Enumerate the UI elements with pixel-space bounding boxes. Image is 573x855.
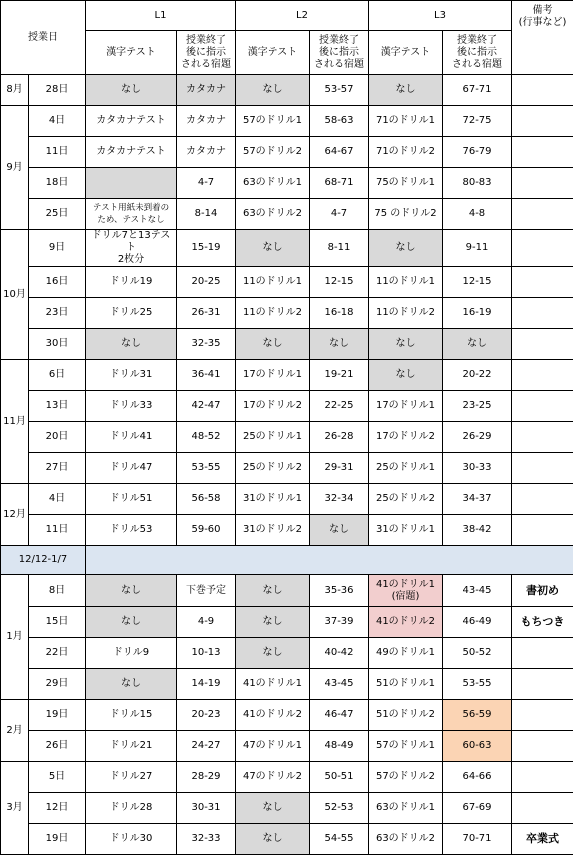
day-cell: 8日 <box>29 575 86 607</box>
l2-test-cell: 57のドリル1 <box>236 106 310 137</box>
l1-test-cell: ドリル33 <box>86 391 177 422</box>
l3-test-cell: なし <box>369 329 443 360</box>
l2-test-cell: なし <box>236 230 310 267</box>
l3-homework-cell: 16-19 <box>443 298 512 329</box>
l1-homework-cell: 4-9 <box>177 607 236 638</box>
l1-test-cell <box>86 168 177 199</box>
header-row-sub <box>1 31 573 75</box>
l1-test-cell: ドリル30 <box>86 824 177 855</box>
l1-test-cell: なし <box>86 607 177 638</box>
day-cell: 22日 <box>29 638 86 669</box>
l3-homework-cell: 80-83 <box>443 168 512 199</box>
table-row <box>1 106 573 137</box>
note-cell <box>512 360 573 391</box>
l1-test-cell: ドリル7と13テスト 2枚分 <box>86 230 177 267</box>
table-row <box>1 230 573 267</box>
l2-test-cell: 31のドリル1 <box>236 484 310 515</box>
l3-homework-cell: 38-42 <box>443 515 512 546</box>
header-l2-homework: 授業終了 後に指示 される宿題 <box>310 31 369 75</box>
l1-homework-cell: 30-31 <box>177 793 236 824</box>
table-row <box>1 391 573 422</box>
note-cell <box>512 731 573 762</box>
table-row <box>1 607 573 638</box>
l2-test-cell: 11のドリル2 <box>236 298 310 329</box>
l1-homework-cell: カタカナ <box>177 75 236 106</box>
l2-test-cell: なし <box>236 575 310 607</box>
header-l3: L3 <box>369 1 512 31</box>
l2-homework-cell: 50-51 <box>310 762 369 793</box>
l2-homework-cell: 68-71 <box>310 168 369 199</box>
note-cell <box>512 391 573 422</box>
l1-homework-cell: 24-27 <box>177 731 236 762</box>
l3-test-cell: 75のドリル1 <box>369 168 443 199</box>
note-cell <box>512 137 573 168</box>
l3-test-cell: 17のドリル1 <box>369 391 443 422</box>
l2-test-cell: 25のドリル1 <box>236 422 310 453</box>
l3-homework-cell: 60-63 <box>443 731 512 762</box>
l1-test-cell: ドリル31 <box>86 360 177 391</box>
l2-homework-cell: 52-53 <box>310 793 369 824</box>
table-row <box>1 484 573 515</box>
l3-test-cell: 25のドリル2 <box>369 484 443 515</box>
l2-test-cell: 47のドリル1 <box>236 731 310 762</box>
day-cell: 25日 <box>29 199 86 230</box>
l3-test-cell: 31のドリル1 <box>369 515 443 546</box>
l1-homework-cell: 10-13 <box>177 638 236 669</box>
l3-test-cell: 17のドリル2 <box>369 422 443 453</box>
note-cell <box>512 329 573 360</box>
l2-test-cell: 63のドリル1 <box>236 168 310 199</box>
l2-test-cell: 63のドリル2 <box>236 199 310 230</box>
l3-test-cell: 11のドリル1 <box>369 267 443 298</box>
day-cell: 4日 <box>29 484 86 515</box>
l1-homework-cell: 26-31 <box>177 298 236 329</box>
l2-homework-cell: 19-21 <box>310 360 369 391</box>
l1-homework-cell: 下巻予定 <box>177 575 236 607</box>
l1-test-cell: ドリル15 <box>86 700 177 731</box>
l3-test-cell: 41のドリル1 (宿題) <box>369 575 443 607</box>
table-row <box>1 360 573 391</box>
l2-test-cell: 41のドリル2 <box>236 700 310 731</box>
l3-homework-cell: 70-71 <box>443 824 512 855</box>
note-cell <box>512 700 573 731</box>
header-l1-kanji-test: 漢字テスト <box>86 31 177 75</box>
l2-homework-cell: 64-67 <box>310 137 369 168</box>
l2-homework-cell: なし <box>310 329 369 360</box>
l1-test-cell: ドリル53 <box>86 515 177 546</box>
note-cell <box>512 267 573 298</box>
l1-homework-cell: 32-35 <box>177 329 236 360</box>
l3-homework-cell: 43-45 <box>443 575 512 607</box>
l2-test-cell: なし <box>236 638 310 669</box>
note-cell <box>512 793 573 824</box>
table-row <box>1 762 573 793</box>
l2-homework-cell: 58-63 <box>310 106 369 137</box>
l2-homework-cell: 4-7 <box>310 199 369 230</box>
l3-homework-cell: 9-11 <box>443 230 512 267</box>
note-cell <box>512 298 573 329</box>
l1-test-cell: ドリル9 <box>86 638 177 669</box>
note-cell <box>512 638 573 669</box>
table-row <box>1 638 573 669</box>
note-cell <box>512 669 573 700</box>
l3-homework-cell: 76-79 <box>443 137 512 168</box>
l1-test-cell: ドリル28 <box>86 793 177 824</box>
l3-homework-cell: 4-8 <box>443 199 512 230</box>
day-cell: 19日 <box>29 700 86 731</box>
l3-test-cell: 57のドリル2 <box>369 762 443 793</box>
l3-test-cell: 75 のドリル2 <box>369 199 443 230</box>
header-row-top <box>1 1 573 31</box>
day-cell: 20日 <box>29 422 86 453</box>
l2-test-cell: 17のドリル1 <box>236 360 310 391</box>
l2-homework-cell: 8-11 <box>310 230 369 267</box>
day-cell: 11日 <box>29 137 86 168</box>
l3-test-cell: なし <box>369 230 443 267</box>
l3-homework-cell: 34-37 <box>443 484 512 515</box>
header-l2: L2 <box>236 1 369 31</box>
day-cell: 12日 <box>29 793 86 824</box>
header-l1: L1 <box>86 1 236 31</box>
l2-homework-cell: 26-28 <box>310 422 369 453</box>
l3-homework-cell: 64-66 <box>443 762 512 793</box>
day-cell: 13日 <box>29 391 86 422</box>
table-row <box>1 731 573 762</box>
l1-test-cell: なし <box>86 669 177 700</box>
header-l2-kanji-test: 漢字テスト <box>236 31 310 75</box>
l1-homework-cell: 4-7 <box>177 168 236 199</box>
header-day: 授業日 <box>1 1 86 75</box>
header-remarks: 備考 (行事など) <box>512 1 573 75</box>
table-row <box>1 422 573 453</box>
note-cell <box>512 75 573 106</box>
note-cell <box>512 106 573 137</box>
month-label: 12月 <box>1 484 29 546</box>
note-cell: もちつき <box>512 607 573 638</box>
table-row <box>1 575 573 607</box>
l3-homework-cell: 53-55 <box>443 669 512 700</box>
month-label: 11月 <box>1 360 29 484</box>
table-row <box>1 137 573 168</box>
l3-test-cell: 51のドリル1 <box>369 669 443 700</box>
l1-test-cell: ドリル27 <box>86 762 177 793</box>
l1-homework-cell: 36-41 <box>177 360 236 391</box>
table-row <box>1 669 573 700</box>
l2-homework-cell: 16-18 <box>310 298 369 329</box>
l3-test-cell: 63のドリル1 <box>369 793 443 824</box>
l2-test-cell: 17のドリル2 <box>236 391 310 422</box>
month-label: 8月 <box>1 75 29 106</box>
l3-test-cell: 71のドリル1 <box>369 106 443 137</box>
l1-test-cell: ドリル47 <box>86 453 177 484</box>
l1-test-cell: なし <box>86 329 177 360</box>
l1-homework-cell: 53-55 <box>177 453 236 484</box>
l3-homework-cell: 56-59 <box>443 700 512 731</box>
l3-homework-cell: 12-15 <box>443 267 512 298</box>
l3-homework-cell: 67-71 <box>443 75 512 106</box>
month-label: 1月 <box>1 575 29 700</box>
l1-homework-cell: 20-25 <box>177 267 236 298</box>
day-cell: 6日 <box>29 360 86 391</box>
l1-homework-cell: 56-58 <box>177 484 236 515</box>
l1-homework-cell: 8-14 <box>177 199 236 230</box>
table-row <box>1 700 573 731</box>
l3-homework-cell: 23-25 <box>443 391 512 422</box>
l2-homework-cell: 43-45 <box>310 669 369 700</box>
l2-test-cell: なし <box>236 824 310 855</box>
day-cell: 28日 <box>29 75 86 106</box>
l2-homework-cell: 40-42 <box>310 638 369 669</box>
l3-test-cell: 63のドリル2 <box>369 824 443 855</box>
l2-homework-cell: 46-47 <box>310 700 369 731</box>
l1-homework-cell: 59-60 <box>177 515 236 546</box>
l1-test-cell: なし <box>86 575 177 607</box>
note-cell <box>512 422 573 453</box>
day-cell: 15日 <box>29 607 86 638</box>
day-cell: 19日 <box>29 824 86 855</box>
l3-test-cell: 11のドリル2 <box>369 298 443 329</box>
l3-test-cell: 57のドリル1 <box>369 731 443 762</box>
day-cell: 18日 <box>29 168 86 199</box>
l3-homework-cell: 67-69 <box>443 793 512 824</box>
l1-homework-cell: 42-47 <box>177 391 236 422</box>
table-row <box>1 199 573 230</box>
l3-homework-cell: なし <box>443 329 512 360</box>
l2-test-cell: なし <box>236 607 310 638</box>
l2-homework-cell: 22-25 <box>310 391 369 422</box>
l1-test-cell: ドリル41 <box>86 422 177 453</box>
break-period-fill <box>86 546 573 575</box>
l3-test-cell: 49のドリル1 <box>369 638 443 669</box>
l1-homework-cell: 48-52 <box>177 422 236 453</box>
note-cell <box>512 484 573 515</box>
l2-homework-cell: 53-57 <box>310 75 369 106</box>
l1-test-cell: ドリル21 <box>86 731 177 762</box>
l2-test-cell: 57のドリル2 <box>236 137 310 168</box>
l3-homework-cell: 46-49 <box>443 607 512 638</box>
l3-test-cell: なし <box>369 75 443 106</box>
l2-test-cell: なし <box>236 75 310 106</box>
l1-homework-cell: カタカナ <box>177 106 236 137</box>
table-row <box>1 298 573 329</box>
month-label: 10月 <box>1 230 29 360</box>
l2-test-cell: 41のドリル1 <box>236 669 310 700</box>
l2-test-cell: 31のドリル2 <box>236 515 310 546</box>
l3-test-cell: 71のドリル2 <box>369 137 443 168</box>
l1-homework-cell: 15-19 <box>177 230 236 267</box>
l1-test-cell: ドリル19 <box>86 267 177 298</box>
l1-test-cell: なし <box>86 75 177 106</box>
l2-homework-cell: 54-55 <box>310 824 369 855</box>
table-row <box>1 267 573 298</box>
l3-test-cell: なし <box>369 360 443 391</box>
note-cell <box>512 168 573 199</box>
l1-homework-cell: カタカナ <box>177 137 236 168</box>
l3-test-cell: 25のドリル1 <box>369 453 443 484</box>
header-l1-homework: 授業終了 後に指示 される宿題 <box>177 31 236 75</box>
l1-test-cell: テスト用紙未到着の ため、テストなし <box>86 199 177 230</box>
l1-homework-cell: 14-19 <box>177 669 236 700</box>
l2-test-cell: なし <box>236 793 310 824</box>
l1-homework-cell: 32-33 <box>177 824 236 855</box>
month-label: 9月 <box>1 106 29 230</box>
table-row <box>1 453 573 484</box>
note-cell <box>512 230 573 267</box>
l3-test-cell: 51のドリル2 <box>369 700 443 731</box>
day-cell: 30日 <box>29 329 86 360</box>
table-row <box>1 515 573 546</box>
note-cell <box>512 453 573 484</box>
note-cell: 書初め <box>512 575 573 607</box>
l2-homework-cell: 35-36 <box>310 575 369 607</box>
day-cell: 9日 <box>29 230 86 267</box>
day-cell: 27日 <box>29 453 86 484</box>
l2-homework-cell: 12-15 <box>310 267 369 298</box>
day-cell: 23日 <box>29 298 86 329</box>
l2-test-cell: なし <box>236 329 310 360</box>
l1-homework-cell: 20-23 <box>177 700 236 731</box>
l1-test-cell: カタカナテスト <box>86 137 177 168</box>
header-l3-homework: 授業終了 後に指示 される宿題 <box>443 31 512 75</box>
l2-test-cell: 47のドリル2 <box>236 762 310 793</box>
note-cell <box>512 199 573 230</box>
table-row <box>1 793 573 824</box>
l3-homework-cell: 26-29 <box>443 422 512 453</box>
break-period-label: 12/12-1/7 <box>1 546 86 575</box>
day-cell: 16日 <box>29 267 86 298</box>
month-label: 3月 <box>1 762 29 855</box>
note-cell <box>512 515 573 546</box>
day-cell: 5日 <box>29 762 86 793</box>
day-cell: 11日 <box>29 515 86 546</box>
l1-test-cell: ドリル51 <box>86 484 177 515</box>
l3-homework-cell: 20-22 <box>443 360 512 391</box>
l1-test-cell: カタカナテスト <box>86 106 177 137</box>
l2-test-cell: 11のドリル1 <box>236 267 310 298</box>
l2-test-cell: 25のドリル2 <box>236 453 310 484</box>
day-cell: 26日 <box>29 731 86 762</box>
l2-homework-cell: 37-39 <box>310 607 369 638</box>
l3-homework-cell: 50-52 <box>443 638 512 669</box>
l2-homework-cell: 48-49 <box>310 731 369 762</box>
day-cell: 29日 <box>29 669 86 700</box>
l3-test-cell: 41のドリル2 <box>369 607 443 638</box>
l2-homework-cell: 32-34 <box>310 484 369 515</box>
l3-homework-cell: 72-75 <box>443 106 512 137</box>
note-cell: 卒業式 <box>512 824 573 855</box>
header-l3-kanji-test: 漢字テスト <box>369 31 443 75</box>
day-cell: 4日 <box>29 106 86 137</box>
l2-homework-cell: なし <box>310 515 369 546</box>
table-row <box>1 168 573 199</box>
month-label: 2月 <box>1 700 29 762</box>
table-row <box>1 329 573 360</box>
break-row <box>1 546 573 575</box>
l1-homework-cell: 28-29 <box>177 762 236 793</box>
l3-homework-cell: 30-33 <box>443 453 512 484</box>
table-row <box>1 75 573 106</box>
table-row <box>1 824 573 855</box>
l2-homework-cell: 29-31 <box>310 453 369 484</box>
l1-test-cell: ドリル25 <box>86 298 177 329</box>
note-cell <box>512 762 573 793</box>
